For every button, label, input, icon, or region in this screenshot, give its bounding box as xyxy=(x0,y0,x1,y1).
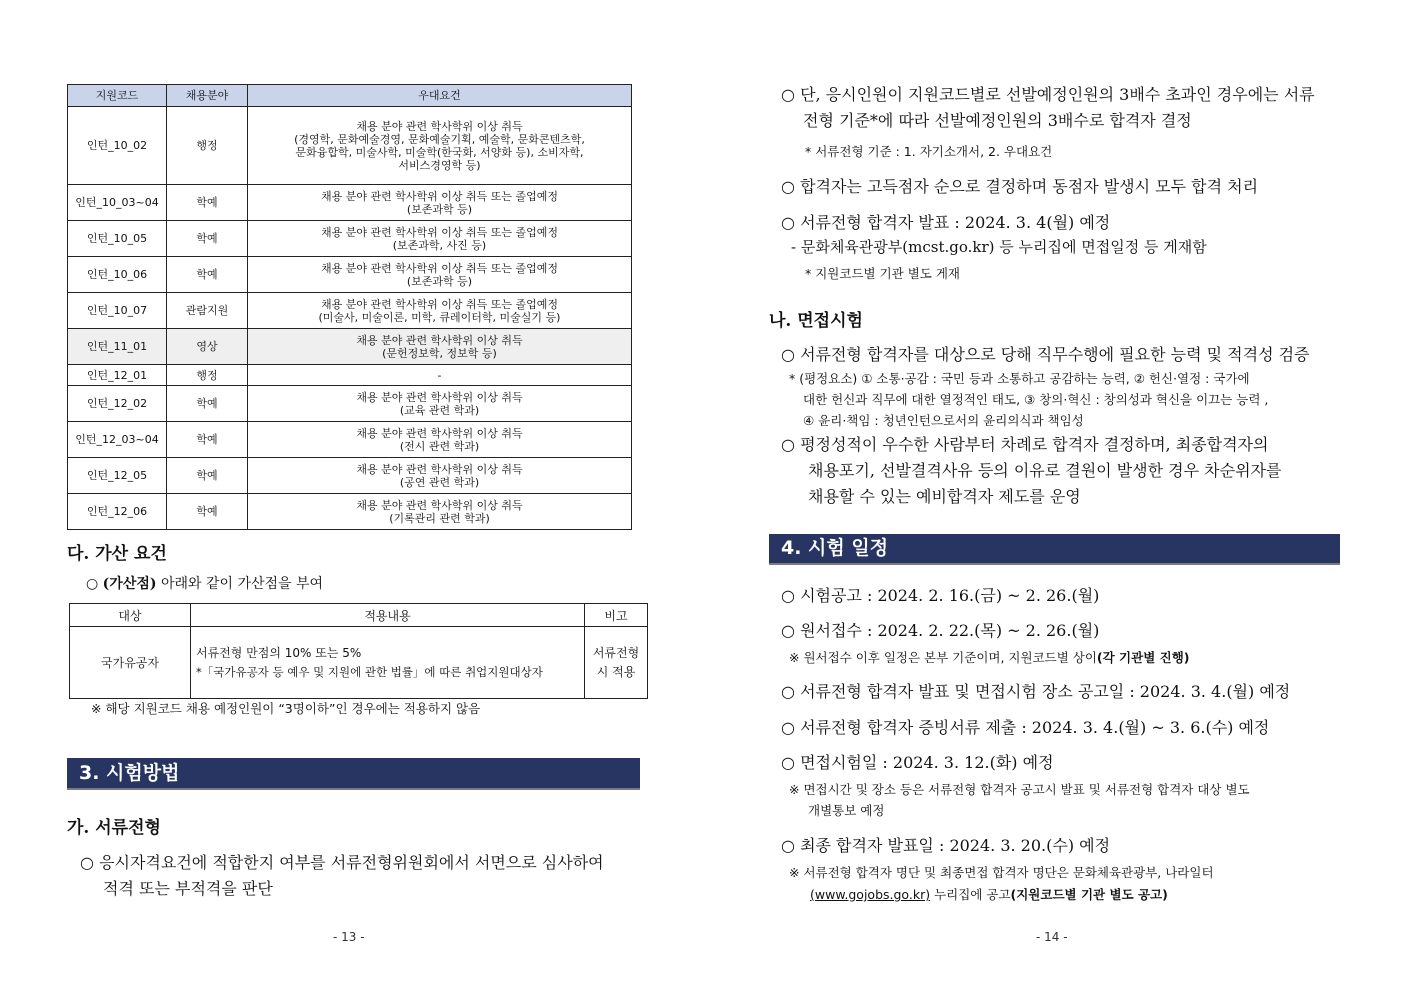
cell-field: 학예 xyxy=(167,494,248,530)
schedule-item-text: 서류전형 합격자 증빙서류 제출 : 2024. 3. 4.(월) ~ 3. 6.(수) 예정 xyxy=(800,718,1270,737)
requirement-line: 채용 분야 관련 학사학위 이상 취득 또는 졸업예정 xyxy=(321,225,558,239)
table-row xyxy=(68,185,632,221)
right-p3 xyxy=(781,210,1110,233)
bonus-table-header xyxy=(70,604,648,627)
preference-requirements-table xyxy=(67,84,632,530)
doc-line: 응시자격요건에 적합한지 여부를 서류전형위원회에서 서면으로 심사하여 xyxy=(99,853,604,872)
cell-field: 영상 xyxy=(167,329,248,365)
interview-bullet-2-text: 평정성적이 우수한 사람부터 차례로 합격자 결정하며, 최종합격자의 xyxy=(800,435,1269,454)
schedule-item xyxy=(781,679,1290,702)
cell-requirements xyxy=(248,386,632,422)
right-p3-sub: - 문화체육관광부(mcst.go.kr) 등 누리집에 면접일정 등 게재함 xyxy=(791,238,1207,256)
cell-requirements xyxy=(248,422,632,458)
cell-requirements xyxy=(248,494,632,530)
requirement-line: (문헌정보학, 정보학 등) xyxy=(382,346,497,360)
page-number-left: - 13 - xyxy=(333,930,365,944)
requirement-line: (공연 관련 학과) xyxy=(399,475,480,489)
schedule-item xyxy=(781,750,1054,773)
requirement-line: 채용 분야 관련 학사학위 이상 취득 xyxy=(356,498,523,512)
cell-requirements xyxy=(248,221,632,257)
bonus-note-cell xyxy=(585,627,648,699)
requirement-line: 채용 분야 관련 학사학위 이상 취득 xyxy=(356,119,523,133)
table-row xyxy=(68,422,632,458)
right-p1-note: * 서류전형 기준 : 1. 자기소개서, 2. 우대요건 xyxy=(805,144,1053,159)
cell-field: 학예 xyxy=(167,386,248,422)
table-row xyxy=(68,365,632,386)
requirement-line: (보존과학 등) xyxy=(406,274,473,288)
bonus-heading: 다. 가산 요건 xyxy=(67,544,167,564)
table-row xyxy=(68,293,632,329)
schedule-item-text: 서류전형 합격자 발표 및 면접시험 장소 공고일 : 2024. 3. 4.(월) 예정 xyxy=(800,682,1291,701)
requirement-line: 채용 분야 관련 학사학위 이상 취득 xyxy=(356,333,523,347)
table-row xyxy=(68,329,632,365)
header-requirements: 우대요건 xyxy=(248,85,632,107)
requirement-line: 채용 분야 관련 학사학위 이상 취득 xyxy=(356,390,523,404)
bonus-table-row xyxy=(70,627,648,699)
requirement-line: 채용 분야 관련 학사학위 이상 취득 또는 졸업예정 xyxy=(321,261,558,275)
schedule-item-text: 원서접수 : 2024. 2. 22.(목) ~ 2. 26.(월) xyxy=(800,621,1100,640)
bonus-target: 국가유공자 xyxy=(70,627,191,699)
cell-code: 인턴_12_03~04 xyxy=(68,422,167,458)
requirement-line: 채용 분야 관련 학사학위 이상 취득 또는 졸업예정 xyxy=(321,297,558,311)
schedule-note-bold: (각 기관별 진행) xyxy=(1096,650,1190,665)
requirement-line: 채용 분야 관련 학사학위 이상 취득 xyxy=(356,462,523,476)
schedule-note xyxy=(789,648,1190,666)
right-p2 xyxy=(781,174,1258,197)
requirement-line: (전시 관련 학과) xyxy=(399,439,480,453)
requirement-line: (교육 관련 학과) xyxy=(399,403,480,417)
cell-field: 행정 xyxy=(167,365,248,386)
schedule-note: ※ 서류전형 합격자 명단 및 최종면접 합격자 명단은 문화체육관광부, 나라일터 xyxy=(789,865,1214,880)
interview-note-line: ④ 윤리·책임 : 청년인턴으로서의 윤리의식과 책임성 xyxy=(803,413,1084,428)
bonus-bullet xyxy=(86,573,323,593)
document-screening-heading: 가. 서류전형 xyxy=(67,818,161,838)
interview-bullet-2-line: 채용할 수 있는 예비합격자 제도를 운영 xyxy=(808,487,1081,506)
table-row xyxy=(68,494,632,530)
cell-requirements xyxy=(248,458,632,494)
cell-code: 인턴_12_01 xyxy=(68,365,167,386)
table-row xyxy=(68,458,632,494)
document-screening-bullet xyxy=(80,850,604,873)
cell-field: 학예 xyxy=(167,422,248,458)
bullet-icon: ○ xyxy=(781,177,795,196)
bonus-content-line: 서류전형 만점의 10% 또는 5% xyxy=(196,645,362,660)
schedule-note xyxy=(810,885,1168,903)
bullet-icon: ○ xyxy=(781,682,795,701)
interview-bullet-2-line: 채용포기, 선발결격사유 등의 이유로 결원이 발생한 경우 차순위자를 xyxy=(808,461,1282,480)
table-row xyxy=(68,107,632,185)
cell-code: 인턴_10_07 xyxy=(68,293,167,329)
cell-code: 인턴_10_03~04 xyxy=(68,185,167,221)
section-4-title-bar: 4. 시험 일정 xyxy=(769,534,1340,565)
requirement-line: - xyxy=(437,368,442,382)
bullet-icon: ○ xyxy=(781,213,795,232)
requirement-line: 채용 분야 관련 학사학위 이상 취득 xyxy=(356,426,523,440)
interview-note-line: 대한 헌신과 직무에 대한 열정적인 태도, ③ 창의·혁신 : 창의성과 혁신을 이끄는 능력 , xyxy=(803,392,1269,407)
table-header-row xyxy=(68,85,632,107)
bullet-icon: ○ xyxy=(781,435,795,454)
interview-bullet-2 xyxy=(781,432,1268,455)
schedule-item-text: 최종 합격자 발표일 : 2024. 3. 20.(수) 예정 xyxy=(800,836,1111,855)
bonus-bullet-bold: (가산점) xyxy=(102,576,157,592)
table-row xyxy=(68,386,632,422)
table-row xyxy=(68,257,632,293)
cell-field: 행정 xyxy=(167,107,248,185)
schedule-item-text: 면접시험일 : 2024. 3. 12.(화) 예정 xyxy=(800,753,1054,772)
cell-code: 인턴_11_01 xyxy=(68,329,167,365)
cell-code: 인턴_10_02 xyxy=(68,107,167,185)
cell-requirements xyxy=(248,257,632,293)
schedule-note-text: 누리집에 공고 xyxy=(930,887,1011,902)
cell-requirements xyxy=(248,185,632,221)
cell-field: 학예 xyxy=(167,185,248,221)
requirement-line: (보존과학, 사진 등) xyxy=(392,238,487,252)
right-p1-line: 단, 응시인원이 지원코드별로 선발예정인원의 3배수 초과인 경우에는 서류 xyxy=(800,85,1315,104)
requirement-line: (경영학, 문화예술경영, 문화예술기획, 예술학, 문화콘텐츠학, xyxy=(294,132,585,146)
cell-code: 인턴_12_02 xyxy=(68,386,167,422)
cell-code: 인턴_10_05 xyxy=(68,221,167,257)
bonus-table xyxy=(69,603,648,699)
interview-heading: 나. 면접시험 xyxy=(769,311,863,331)
schedule-item-text: 시험공고 : 2024. 2. 16.(금) ~ 2. 26.(월) xyxy=(800,586,1100,605)
schedule-note-bold: (지원코드별 기관 별도 공고) xyxy=(1010,887,1168,902)
right-p3-note: * 지원코드별 기관 별도 게재 xyxy=(805,266,960,281)
right-p3-text: 서류전형 합격자 발표 : 2024. 3. 4(월) 예정 xyxy=(800,213,1111,232)
bonus-header-content: 적용내용 xyxy=(191,604,585,627)
bonus-footnote: ※ 해당 지원코드 채용 예정인원이 “3명이하”인 경우에는 적용하지 않음 xyxy=(91,701,481,716)
bonus-header-note: 비고 xyxy=(585,604,648,627)
bullet-icon: ○ xyxy=(781,85,795,104)
bullet-icon: ○ xyxy=(781,621,795,640)
requirement-line: 서비스경영학 등) xyxy=(398,158,481,172)
schedule-item xyxy=(781,618,1099,641)
section-3-title-bar: 3. 시험방법 xyxy=(67,758,640,790)
schedule-note-text: ※ 원서접수 이후 일정은 본부 기준이며, 지원코드별 상이 xyxy=(789,650,1097,665)
interview-bullet-1 xyxy=(781,342,1310,365)
cell-code: 인턴_10_06 xyxy=(68,257,167,293)
schedule-note: ※ 면접시간 및 장소 등은 서류전형 합격자 공고시 발표 및 서류전형 합격자 대상 별도 xyxy=(789,782,1250,797)
requirement-line: 문화융합학, 미술사학, 미술학(한국화, 서양화 등), 소비자학, xyxy=(295,145,584,159)
bullet-icon: ○ xyxy=(781,586,795,605)
requirement-line: (미술사, 미술이론, 미학, 큐레이터학, 미술실기 등) xyxy=(318,310,561,324)
right-p2-text: 합격자는 고득점자 순으로 결정하며 동점자 발생시 모두 합격 처리 xyxy=(800,177,1259,196)
bonus-bullet-text: 아래와 같이 가산점을 부여 xyxy=(156,576,324,592)
bullet-icon: ○ xyxy=(86,576,99,592)
cell-field: 관람지원 xyxy=(167,293,248,329)
bullet-icon: ○ xyxy=(781,753,795,772)
schedule-note: 개별통보 예정 xyxy=(808,803,885,818)
cell-code: 인턴_12_05 xyxy=(68,458,167,494)
bonus-content xyxy=(191,627,585,699)
requirement-line: (보존과학 등) xyxy=(406,202,473,216)
bullet-icon: ○ xyxy=(781,345,795,364)
header-field: 채용분야 xyxy=(167,85,248,107)
schedule-item xyxy=(781,583,1099,606)
cell-field: 학예 xyxy=(167,257,248,293)
header-code: 지원코드 xyxy=(68,85,167,107)
bonus-header-target: 대상 xyxy=(70,604,191,627)
right-p1-line2: 전형 기준*에 따라 선발예정인원의 3배수로 합격자 결정 xyxy=(803,111,1192,130)
schedule-item xyxy=(781,833,1110,856)
cell-requirements xyxy=(248,293,632,329)
requirement-line: 채용 분야 관련 학사학위 이상 취득 또는 졸업예정 xyxy=(321,189,558,203)
interview-note-line: * (평정요소) ① 소통·공감 : 국민 등과 소통하고 공감하는 능력, ② 헌신·열정 : 국가에 xyxy=(789,371,1250,386)
bullet-icon: ○ xyxy=(781,836,795,855)
cell-code: 인턴_12_06 xyxy=(68,494,167,530)
bonus-note-line: 시 적용 xyxy=(596,664,636,679)
bullet-icon: ○ xyxy=(781,718,795,737)
cell-requirements xyxy=(248,365,632,386)
cell-requirements xyxy=(248,329,632,365)
gojobs-link[interactable]: (www.gojobs.go.kr) xyxy=(810,887,931,902)
table-row xyxy=(68,221,632,257)
interview-bullet-1-text: 서류전형 합격자를 대상으로 당해 직무수행에 필요한 능력 및 적격성 검증 xyxy=(800,345,1310,364)
cell-requirements xyxy=(248,107,632,185)
schedule-item xyxy=(781,715,1269,738)
doc-line-continued: 적격 또는 부적격을 판단 xyxy=(103,879,273,898)
cell-field: 학예 xyxy=(167,458,248,494)
page-number-right: - 14 - xyxy=(1036,930,1068,944)
bonus-note-line: 서류전형 xyxy=(592,645,640,660)
right-p1 xyxy=(781,82,1315,105)
requirement-line: (기록관리 관련 학과) xyxy=(389,511,490,525)
cell-field: 학예 xyxy=(167,221,248,257)
bonus-content-line: *「국가유공자 등 예우 및 지원에 관한 법률」에 따른 취업지원대상자 xyxy=(196,664,543,679)
bullet-icon: ○ xyxy=(80,853,94,872)
